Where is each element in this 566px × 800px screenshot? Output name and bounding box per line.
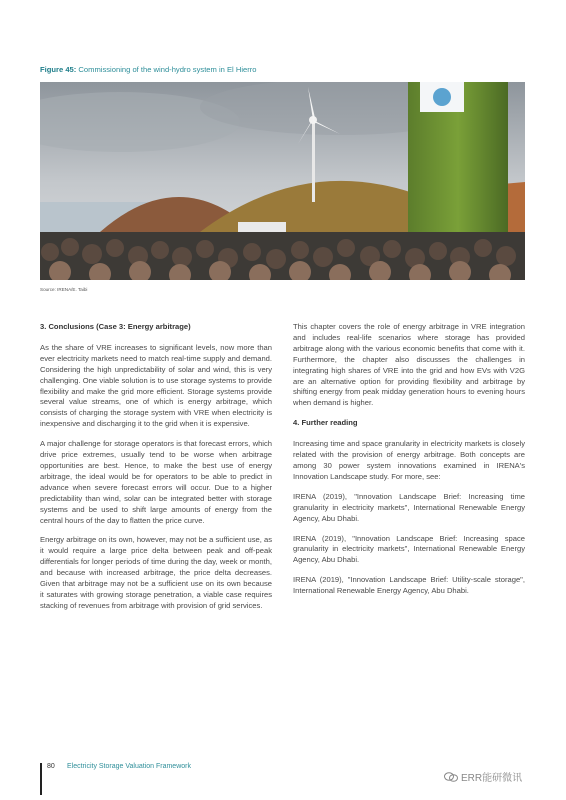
footer-divider: [40, 763, 42, 795]
wechat-icon: [444, 772, 458, 782]
figure-label: Figure 45:: [40, 65, 77, 74]
left-paragraph: As the share of VRE increases to significant levels, now more than ever electricity markets need to match real-time supply and demand. Considering the high unpredictability of solar and wind, this is very challenging. One viable solution is to use storage systems to provide flexibility and make the grid more efficient. Storage systems provide several value streams, one of which is energy arbitrage, which consists of charging the storage system with VRE when electricity is inexpensive and discharging it to the grid when it is expensive.: [40, 342, 272, 429]
further-reading-heading: 4. Further reading: [293, 418, 358, 428]
figure-title: Commissioning of the wind-hydro system in El Hierro: [78, 65, 257, 74]
right-column: [293, 322, 525, 606]
conclusions-heading: 3. Conclusions (Case 3: Energy arbitrage): [40, 322, 191, 331]
figure-photo: [40, 82, 525, 280]
photo-illustration: [40, 82, 525, 280]
figure-source: Source: IRENA/E. Taibi: [40, 287, 88, 292]
figure-caption: [40, 65, 257, 74]
left-paragraph: A major challenge for storage operators is that forecast errors, which drive price extremes, usually tend to be worse when arbitrage opportunities are best. Hence, to make the best use of energy arbitrage, the ideal would be for operators to be able to predict in advance when severe forecast errors will occur. Due to a higher predictability than wind, solar can be integrated better with storage systems and be used to shift large amounts of energy from the central hours of the day to flatten the price curve.: [40, 439, 272, 525]
left-column: [40, 322, 272, 621]
reference-entry: IRENA (2019), "Innovation Landscape Brief: Increasing time granularity in electricity markets", International Renewable Energy Agency, Abu Dhabi.: [293, 491, 525, 523]
right-paragraph: Increasing time and space granularity in electricity markets is closely related with the provision of energy arbitrage. Both concepts are among 30 power system innovations examined in IRENA's Innovation Landscape study. For more, see:: [293, 439, 525, 481]
left-paragraph: Energy arbitrage on its own, however, may not be a sufficient use, as it would require a large price delta between peak and off-peak differentials for longer periods of time during the day, week or month, and because with increased arbitrage, the price delta decreases. Given that arbitrage may not be a sufficient use on its own because it saturates with growing storage penetration, a viable case requires stacking of revenues from arbitrage with provision of grid services.: [40, 535, 272, 610]
right-intro-paragraph: This chapter covers the role of energy arbitrage in VRE integration and includes real-life scenarios where storage has provided arbitrage along with the various economic benefits that come with it. Furthermore, the chapter also discusses the challenges in integrating high shares of VRE into the grid and how EVs with V2G are an alternative option for providing flexibility and arbitrage by shifting energy from peak midday generation hours to evening hours when demand is higher.: [293, 322, 525, 408]
page-number: 80: [47, 763, 55, 770]
footer-title: Electricity Storage Valuation Framework: [67, 763, 191, 770]
watermark-text: ERR能研微讯: [461, 773, 523, 784]
reference-entry: IRENA (2019), "Innovation Landscape Brief: Utility-scale storage", International Renewable Energy Agency, Abu Dhabi.: [293, 575, 525, 596]
watermark: [444, 769, 522, 784]
reference-entry: IRENA (2019), "Innovation Landscape Brief: Increasing space granularity in electricity markets", International Renewable Energy Agency, Abu Dhabi.: [293, 533, 525, 565]
